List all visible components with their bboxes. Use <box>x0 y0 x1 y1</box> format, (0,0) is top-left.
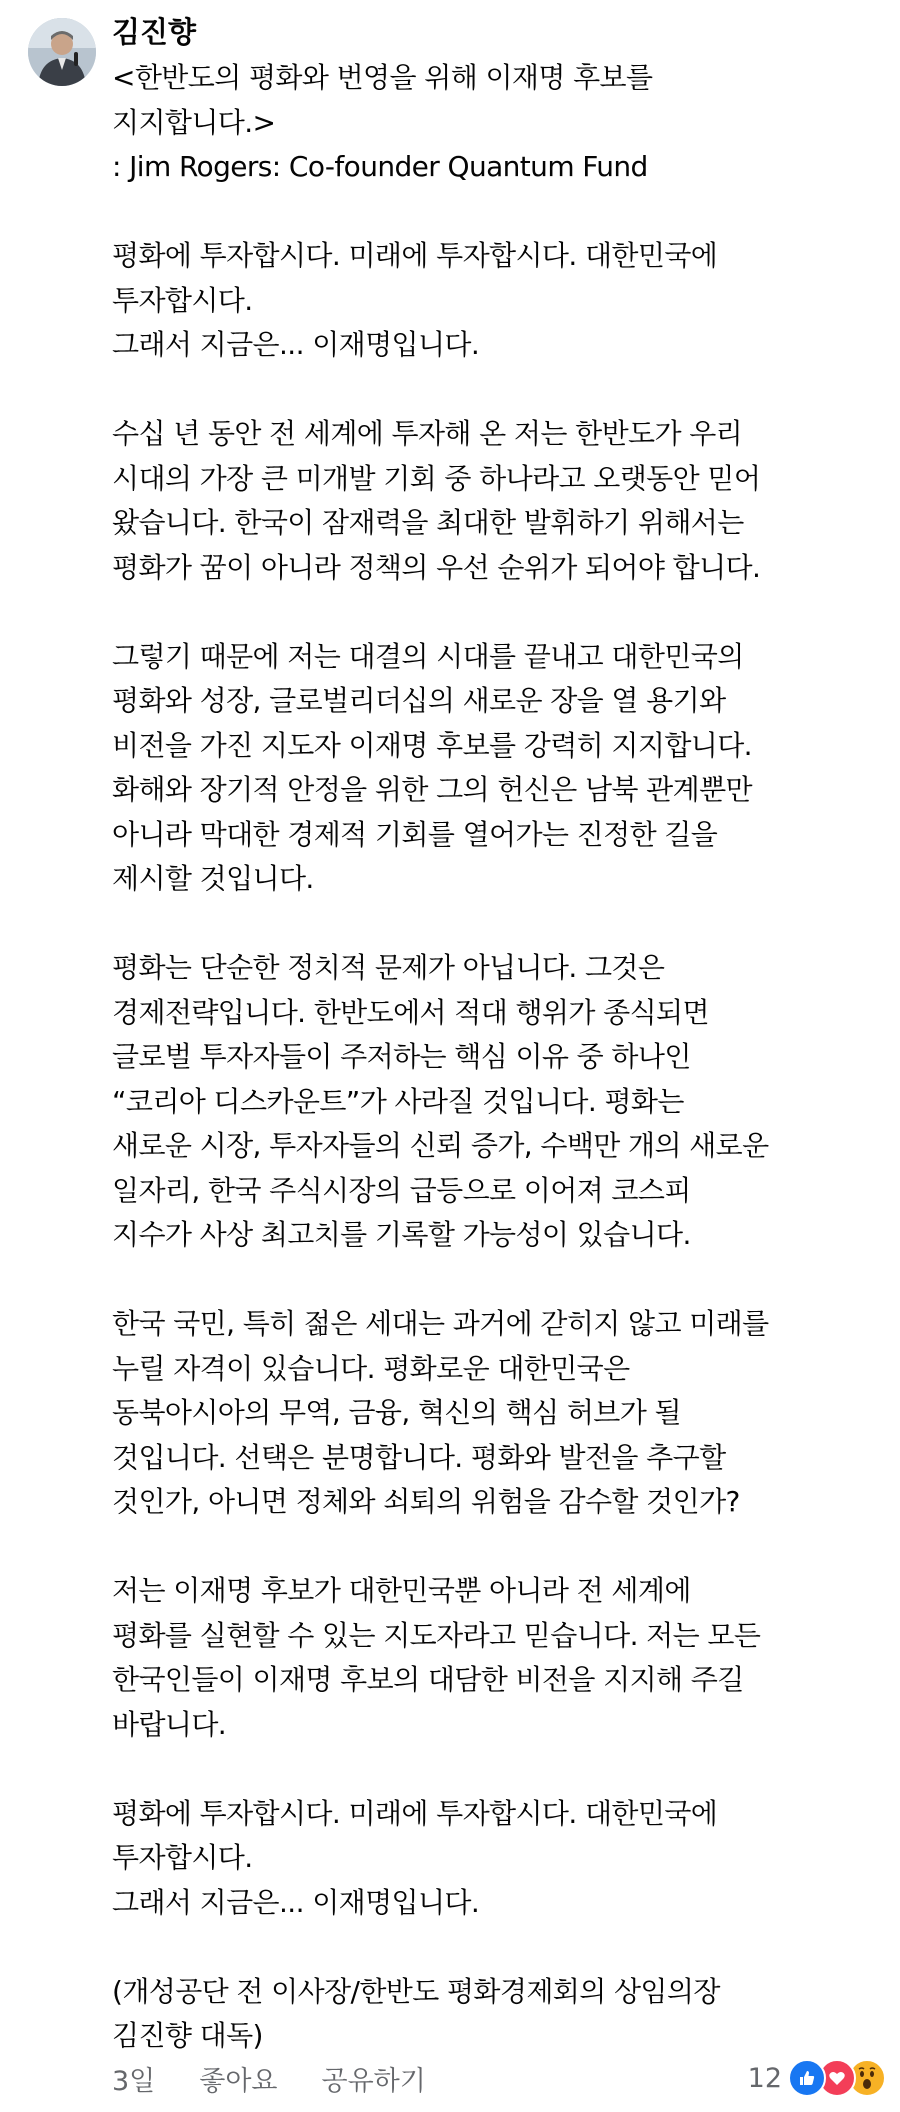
post-line: 수십 년 동안 전 세계에 투자해 온 저는 한반도가 우리 <box>112 417 743 450</box>
post-line: 지수가 사상 최고치를 기록할 가능성이 있습니다. <box>112 1218 691 1251</box>
avatar[interactable] <box>28 18 96 86</box>
post-line: 투자합시다. <box>112 283 253 317</box>
post-line: 그래서 지금은... 이재명입니다. <box>112 1885 480 1919</box>
post-line: 평화를 실현할 수 있는 지도자라고 믿습니다. 저는 모든 <box>112 1618 761 1652</box>
post-line: 일자리, 한국 주식시장의 급등으로 이어져 코스피 <box>112 1173 691 1207</box>
post-line: 평화와 성장, 글로벌리더십의 새로운 장을 열 용기와 <box>112 684 726 717</box>
post-footer <box>112 2056 886 2100</box>
post-paragraph <box>112 1302 887 1525</box>
post-line: 제시할 것입니다. <box>112 862 314 895</box>
post-line: 아니라 막대한 경제적 기회를 열어가는 진정한 길을 <box>112 817 718 851</box>
post-timestamp[interactable]: 3일 <box>112 2065 156 2097</box>
post-paragraph <box>112 1970 887 2059</box>
like-button[interactable]: 좋아요 <box>199 2065 278 2097</box>
post-paragraph <box>112 56 887 190</box>
post-content <box>112 14 887 2059</box>
post-line: 그렇기 때문에 저는 대결의 시대를 끝내고 대한민국의 <box>112 639 744 673</box>
post-line: 투자합시다. <box>112 1841 253 1874</box>
post-line: 새로운 시장, 투자자들의 신뢰 증가, 수백만 개의 새로운 <box>112 1129 769 1162</box>
post-line: : Jim Rogers: Co-founder Quantum Fund <box>112 150 648 183</box>
post-line: 평화에 투자합시다. 미래에 투자합시다. 대한민국에 <box>112 1796 718 1830</box>
post-line: 화해와 장기적 안정을 위한 그의 헌신은 남북 관계뿐만 <box>112 773 752 806</box>
post-line: (개성공단 전 이사장/한반도 평화경제회의 상임의장 <box>112 1974 720 2008</box>
post-paragraph <box>112 412 887 590</box>
post-line: 것인가, 아니면 정체와 쇠퇴의 위험을 감수할 것인가? <box>112 1485 740 1518</box>
post-body <box>112 56 887 2059</box>
post-line: 것입니다. 선택은 분명합니다. 평화와 발전을 추구할 <box>112 1440 726 1474</box>
post-paragraph <box>112 1792 887 1926</box>
post-line: 그래서 지금은... 이재명입니다. <box>112 328 480 361</box>
share-button[interactable]: 공유하기 <box>321 2065 426 2097</box>
post-line: 바랍니다. <box>112 1707 227 1741</box>
post-line: 왔습니다. 한국이 잠재력을 최대한 발휘하기 위해서는 <box>112 506 744 539</box>
post-line: 동북아시아의 무역, 금융, 혁신의 핵심 허브가 될 <box>112 1396 681 1429</box>
post-line: 누릴 자격이 있습니다. 평화로운 대한민국은 <box>112 1351 630 1385</box>
reactions-summary[interactable] <box>748 2059 886 2097</box>
author-name[interactable]: 김진향 <box>112 15 197 49</box>
post-line: “코리아 디스카운트”가 사라질 것입니다. 평화는 <box>112 1084 684 1118</box>
profile-photo <box>28 18 96 86</box>
post-paragraph <box>112 1569 887 1747</box>
like-icon <box>788 2059 826 2097</box>
post-line: 지지합니다.> <box>112 105 276 139</box>
post-line: 경제전략입니다. 한반도에서 적대 행위가 종식되면 <box>112 995 709 1029</box>
post-line: 저는 이재명 후보가 대한민국뿐 아니라 전 세계에 <box>112 1574 691 1607</box>
reaction-icons[interactable] <box>788 2059 886 2097</box>
post-paragraph <box>112 946 887 1258</box>
post-line: 평화가 꿈이 아니라 정책의 우선 순위가 되어야 합니다. <box>112 550 761 584</box>
post-line: 비전을 가진 지도자 이재명 후보를 강력히 지지합니다. <box>112 728 752 762</box>
post-line: 글로벌 투자자들이 주저하는 핵심 이유 중 하나인 <box>112 1040 691 1073</box>
post-line: 김진향 대독) <box>112 2019 263 2052</box>
post-line: 한국 국민, 특히 젊은 세대는 과거에 갇히지 않고 미래를 <box>112 1307 769 1340</box>
post-paragraph <box>112 234 887 368</box>
post-line: <한반도의 평화와 번영을 위해 이재명 후보를 <box>112 61 653 94</box>
post-line: 평화는 단순한 정치적 문제가 아닙니다. 그것은 <box>112 951 665 984</box>
post-line: 한국인들이 이재명 후보의 대담한 비전을 지지해 주길 <box>112 1663 744 1696</box>
post-line: 시대의 가장 큰 미개발 기회 중 하나라고 오랫동안 믿어 <box>112 461 761 495</box>
reaction-count[interactable]: 12 <box>747 2062 782 2094</box>
post-line: 평화에 투자합시다. 미래에 투자합시다. 대한민국에 <box>112 239 718 272</box>
post-paragraph <box>112 635 887 902</box>
